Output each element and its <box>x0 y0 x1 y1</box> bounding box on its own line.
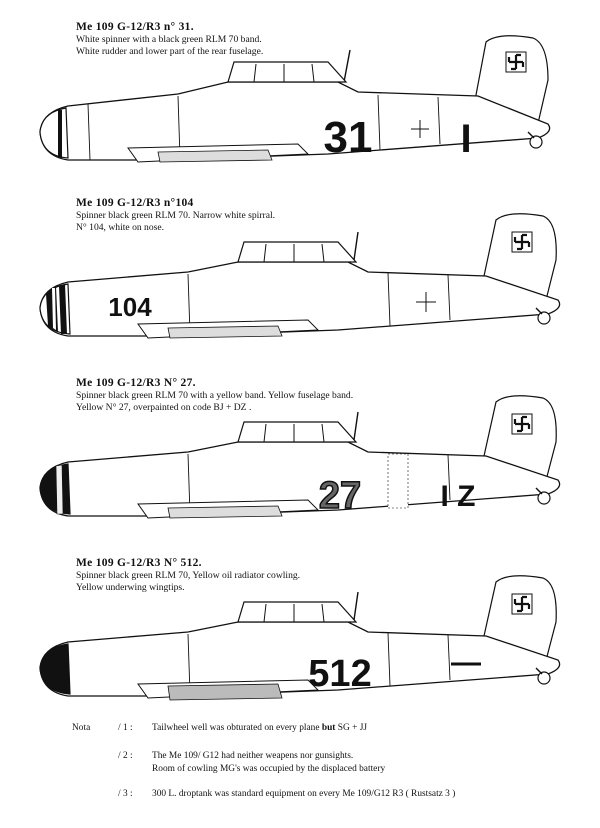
fuselage-band <box>388 454 408 508</box>
canopy <box>238 422 356 442</box>
note-text: 300 L. droptank was standard equipment on every Me 109/G12 R3 ( Rustsatz 3 ) <box>152 789 456 799</box>
profile-entry-512 <box>0 556 600 746</box>
oil-radiator-cowling <box>168 684 282 700</box>
entry-title: Me 109 G-12/R3 n° 31. <box>76 21 194 33</box>
tail-wheel <box>538 312 550 324</box>
entry-line: Yellow N° 27, overpainted on code BJ + DZ . <box>76 401 252 413</box>
entry-title: Me 109 G-12/R3 n°104 <box>76 197 194 209</box>
entry-title: Me 109 G-12/R3 N° 512. <box>76 557 202 569</box>
entry-line: White spinner with a black green RLM 70 band. <box>76 34 262 45</box>
canopy <box>228 62 346 82</box>
tail-cross-marking <box>512 414 532 434</box>
entry-line: N° 104, white on nose. <box>76 221 165 233</box>
caption <box>76 20 406 57</box>
tail-cross-marking <box>512 594 532 614</box>
tail-cross-marking <box>512 232 532 252</box>
entry-line: Spinner black green RLM 70, Yellow oil radiator cowling. <box>76 570 301 581</box>
aircraft-code: 104 <box>108 292 152 322</box>
spinner <box>40 644 70 694</box>
tail-wheel <box>538 672 550 684</box>
spinner <box>40 108 68 158</box>
profile-entry-31 <box>0 20 600 210</box>
entry-line: White rudder and lower part of the rear fuselage. <box>76 45 264 57</box>
note-number: / 1 : <box>118 723 133 733</box>
tail-cross-marking <box>506 52 526 72</box>
profile-entry-104 <box>0 196 600 386</box>
note-text: The Me 109/ G12 had neither weapens nor gunsights. Room of cowling MG's was occupied by the displaced battery <box>152 751 386 774</box>
tail-wheel <box>530 136 542 148</box>
note-text: Tailwheel well was obturated on every plane but SG + JJ <box>152 723 368 733</box>
entry-title: Me 109 G-12/R3 N° 27. <box>76 377 196 389</box>
profile-entry-27 <box>0 376 600 566</box>
entry-line: Spinner black green RLM 70. Narrow white spirral. <box>76 210 276 221</box>
fuselage-marking: — <box>451 646 481 679</box>
canopy <box>238 602 356 622</box>
tail-wheel <box>538 492 550 504</box>
caption <box>76 196 406 233</box>
aircraft-code: 27 <box>318 475 362 517</box>
caption <box>76 376 406 413</box>
note-number: / 2 : <box>118 751 133 761</box>
spinner-band <box>58 110 62 158</box>
fuselage-marking: I <box>460 117 472 161</box>
fuselage-marking: I Z <box>440 480 476 513</box>
caption <box>76 556 406 593</box>
note-number: / 3 : <box>118 789 133 799</box>
entry-line: Spinner black green RLM 70 with a yellow band. Yellow fuselage band. <box>76 390 354 401</box>
entry-line: Yellow underwing wingtips. <box>76 581 185 593</box>
spinner <box>40 464 70 514</box>
aircraft-code: 31 <box>323 113 373 162</box>
canopy <box>238 242 356 262</box>
notes-label: Nota <box>72 723 91 733</box>
aircraft-code: 512 <box>308 653 372 695</box>
